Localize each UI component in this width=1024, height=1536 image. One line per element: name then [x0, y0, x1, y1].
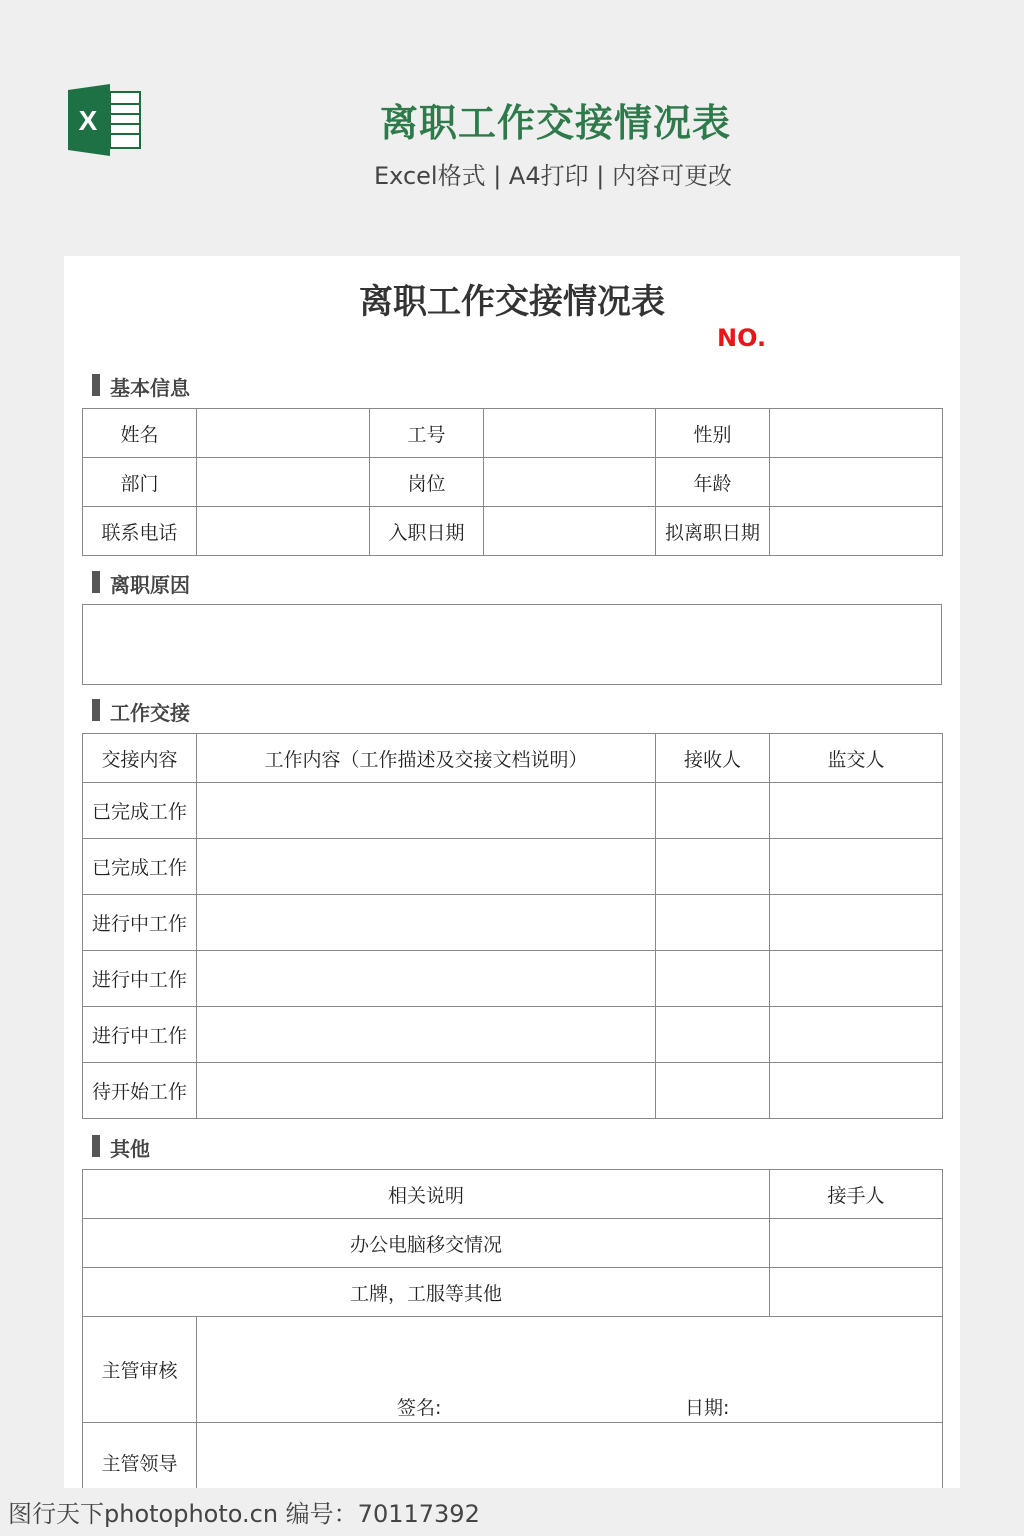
table-row [83, 1423, 943, 1489]
field-leave-reason[interactable] [83, 605, 942, 685]
label-supervisor-review: 主管审核 [83, 1317, 197, 1423]
table-row [83, 1219, 943, 1268]
field-work-content[interactable] [197, 783, 656, 839]
table-row [83, 951, 943, 1007]
handover-table [82, 733, 943, 1119]
field-successor[interactable] [770, 1219, 943, 1268]
field-supervisor[interactable] [770, 1063, 943, 1119]
header-handover-item: 交接内容 [83, 734, 197, 783]
field-leave-date[interactable] [770, 507, 943, 556]
header-supervisor: 监交人 [770, 734, 943, 783]
field-work-content[interactable] [197, 895, 656, 951]
label-age: 年龄 [656, 458, 770, 507]
label-hire-date: 入职日期 [370, 507, 484, 556]
label-leave-date: 拟离职日期 [656, 507, 770, 556]
header-work-content: 工作内容（工作描述及交接文档说明） [197, 734, 656, 783]
field-work-content[interactable] [197, 839, 656, 895]
section-other: 其他 [92, 1133, 150, 1162]
field-position[interactable] [484, 458, 656, 507]
field-age[interactable] [770, 458, 943, 507]
row-label: 待开始工作 [83, 1063, 197, 1119]
label-employee-id: 工号 [370, 409, 484, 458]
header-receiver: 接收人 [656, 734, 770, 783]
row-label: 进行中工作 [83, 895, 197, 951]
excel-logo-letter: X [78, 105, 98, 136]
basic-info-table [82, 408, 943, 556]
field-supervisor[interactable] [770, 839, 943, 895]
field-work-content[interactable] [197, 951, 656, 1007]
field-hire-date[interactable] [484, 507, 656, 556]
field-gender[interactable] [770, 409, 943, 458]
excel-icon [66, 84, 144, 156]
section-basic-info: 基本信息 [92, 372, 190, 401]
field-employee-id[interactable] [484, 409, 656, 458]
banner-title: 离职工作交接情况表 [380, 101, 732, 145]
date-label: 日期: [685, 1397, 730, 1419]
table-row [83, 1007, 943, 1063]
table-row [83, 1268, 943, 1317]
signature-label: 签名: [397, 1397, 442, 1419]
field-supervisor[interactable] [770, 783, 943, 839]
table-row [83, 839, 943, 895]
banner-subtitle: Excel格式 | A4打印 | 内容可更改 [374, 162, 732, 190]
label-phone: 联系电话 [83, 507, 197, 556]
leave-reason-table [82, 604, 942, 685]
field-work-content[interactable] [197, 1063, 656, 1119]
table-row [83, 895, 943, 951]
label-department: 部门 [83, 458, 197, 507]
other-table [82, 1169, 943, 1488]
field-supervisor-leader[interactable] [197, 1423, 943, 1489]
section-work-handover: 工作交接 [92, 697, 190, 726]
label-name: 姓名 [83, 409, 197, 458]
table-row [83, 1063, 943, 1119]
table-row [83, 1317, 943, 1423]
form-sheet [64, 256, 960, 1488]
field-work-content[interactable] [197, 1007, 656, 1063]
field-supervisor[interactable] [770, 1007, 943, 1063]
section-leave-reason: 离职原因 [92, 569, 190, 598]
label-position: 岗位 [370, 458, 484, 507]
header-related-notes: 相关说明 [83, 1170, 770, 1219]
field-department[interactable] [197, 458, 370, 507]
field-receiver[interactable] [656, 951, 770, 1007]
field-receiver[interactable] [656, 783, 770, 839]
form-number-label: NO. [717, 324, 767, 352]
field-receiver[interactable] [656, 895, 770, 951]
field-phone[interactable] [197, 507, 370, 556]
watermark-text: 图行天下photophoto.cn 编号：70117392 [8, 1500, 480, 1528]
field-supervisor[interactable] [770, 895, 943, 951]
label-gender: 性别 [656, 409, 770, 458]
row-label: 进行中工作 [83, 1007, 197, 1063]
row-badge-uniform: 工牌，工服等其他 [83, 1268, 770, 1317]
row-computer-handover: 办公电脑移交情况 [83, 1219, 770, 1268]
field-receiver[interactable] [656, 1007, 770, 1063]
row-label: 已完成工作 [83, 783, 197, 839]
row-label: 进行中工作 [83, 951, 197, 1007]
row-label: 已完成工作 [83, 839, 197, 895]
label-supervisor-leader: 主管领导 [83, 1423, 197, 1489]
field-supervisor-review[interactable] [197, 1317, 943, 1423]
field-receiver[interactable] [656, 1063, 770, 1119]
field-successor[interactable] [770, 1268, 943, 1317]
field-supervisor[interactable] [770, 951, 943, 1007]
field-receiver[interactable] [656, 839, 770, 895]
field-name[interactable] [197, 409, 370, 458]
header-successor: 接手人 [770, 1170, 943, 1219]
form-title: 离职工作交接情况表 [359, 282, 665, 322]
table-row [83, 783, 943, 839]
